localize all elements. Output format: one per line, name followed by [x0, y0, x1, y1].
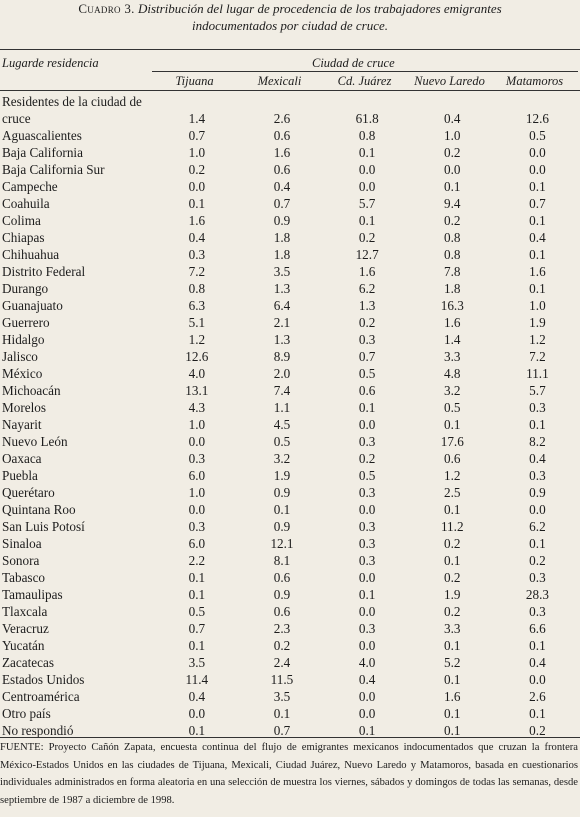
row-label: Zacatecas — [2, 655, 54, 670]
table-row — [0, 314, 580, 331]
table-cell: 0.3 — [358, 332, 376, 347]
table-cell: 6.0 — [188, 468, 206, 483]
table-cell: 0.2 — [358, 451, 376, 466]
bottom-rule — [0, 737, 580, 738]
table-cell: 1.4 — [444, 332, 461, 347]
table-cell: 0.7 — [188, 128, 206, 143]
table-cell: 0.0 — [188, 434, 206, 449]
table-cell: 1.2 — [444, 468, 461, 483]
table-cell: 6.2 — [529, 519, 546, 534]
table-cell: 4.3 — [188, 400, 206, 415]
table-cell: 5.7 — [358, 196, 376, 211]
table-cell: 12.6 — [185, 349, 209, 364]
table-cell: 1.0 — [444, 128, 461, 143]
table-cell: 0.3 — [188, 451, 206, 466]
column-header-matamoros: Matamoros — [505, 74, 564, 88]
row-label: Quintana Roo — [2, 502, 76, 517]
table-cell: 0.1 — [529, 536, 546, 551]
table-cell: 0.0 — [358, 502, 376, 517]
table-cell: 0.5 — [529, 128, 546, 143]
table-row — [0, 399, 580, 416]
table-row — [0, 178, 580, 195]
table-row — [0, 552, 580, 569]
table-cell: 5.1 — [188, 315, 206, 330]
row-label: Campeche — [2, 179, 58, 194]
table-cell: 0.3 — [358, 434, 376, 449]
table-cell: 0.0 — [358, 706, 376, 721]
row-label: Hidalgo — [2, 332, 45, 347]
table-cell: 0.1 — [188, 196, 206, 211]
row-label: Yucatán — [2, 638, 45, 653]
table-cell: 0.6 — [273, 128, 291, 143]
table-row — [0, 280, 580, 297]
table-cell: 0.4 — [444, 111, 461, 126]
caption-title-line-2: indocumentados por ciudad de cruce. — [191, 18, 389, 33]
row-header: Lugarde residencia — [2, 56, 99, 70]
table-cell: 16.3 — [440, 298, 464, 313]
table-cell: 2.3 — [273, 621, 291, 636]
table-cell: 6.3 — [188, 298, 206, 313]
table-cell: 9.4 — [444, 196, 461, 211]
table-cell: 1.2 — [188, 332, 206, 347]
table-cell: 0.1 — [273, 706, 291, 721]
table-cell: 0.2 — [444, 213, 461, 228]
table-cell: 12.6 — [525, 111, 549, 126]
table-cell: 2.2 — [188, 553, 206, 568]
table-cell: 17.6 — [440, 434, 464, 449]
table-cell: 3.2 — [444, 383, 461, 398]
row-label: Chihuahua — [2, 247, 60, 262]
table-cell: 0.0 — [358, 162, 376, 177]
table-row — [0, 297, 580, 314]
table-row — [0, 161, 580, 178]
table-row — [0, 348, 580, 365]
table-cell: 6.2 — [358, 281, 376, 296]
table-cell: 0.1 — [444, 723, 461, 738]
table-cell: 0.8 — [358, 128, 376, 143]
table-cell: 1.0 — [188, 485, 206, 500]
table-cell: 0.3 — [358, 553, 376, 568]
table-cell: 0.1 — [529, 213, 546, 228]
table-cell: 0.7 — [188, 621, 206, 636]
table-row — [0, 212, 580, 229]
table-cell: 0.1 — [529, 179, 546, 194]
table-cell: 1.0 — [529, 298, 546, 313]
table-cell: 0.4 — [273, 179, 291, 194]
table-cell: 0.5 — [358, 366, 376, 381]
table-cell: 0.0 — [444, 162, 461, 177]
table-cell: 1.8 — [273, 247, 291, 262]
table-body — [0, 93, 580, 739]
table-cell: 0.3 — [529, 570, 546, 585]
table-cell: 6.0 — [188, 536, 206, 551]
table-cell: 0.1 — [529, 281, 546, 296]
table-cell: 0.0 — [358, 638, 376, 653]
table-cell: 0.3 — [358, 536, 376, 551]
table-cell: 11.1 — [526, 366, 549, 381]
row-label: Otro país — [2, 706, 51, 721]
table-cell: 0.0 — [358, 417, 376, 432]
table-cell: 0.1 — [444, 179, 461, 194]
row-label: Tlaxcala — [2, 604, 48, 619]
table-cell: 0.0 — [529, 145, 546, 160]
table-row — [0, 263, 580, 280]
table-row — [0, 416, 580, 433]
table-cell: 0.5 — [444, 400, 461, 415]
row-label: Morelos — [2, 400, 46, 415]
table-cell: 8.9 — [273, 349, 291, 364]
table-cell: 0.2 — [444, 536, 461, 551]
table-cell: 0.9 — [273, 485, 291, 500]
table-cell: 0.2 — [444, 145, 461, 160]
table-cell: 1.1 — [273, 400, 291, 415]
table-cell: 5.2 — [444, 655, 461, 670]
table-cell: 28.3 — [525, 587, 549, 602]
table-cell: 0.1 — [529, 706, 546, 721]
table-cell: 0.1 — [444, 638, 461, 653]
table-cell: 1.9 — [273, 468, 291, 483]
row-label: Distrito Federal — [2, 264, 86, 279]
table-row — [0, 603, 580, 620]
table-cell: 0.3 — [529, 400, 546, 415]
table-cell: 1.8 — [444, 281, 461, 296]
header-rule — [0, 90, 580, 91]
table-row — [0, 93, 580, 127]
table-cell: 1.3 — [273, 281, 291, 296]
table-row — [0, 569, 580, 586]
column-header-mexicali: Mexicali — [257, 74, 302, 88]
column-header-tijuana: Tijuana — [175, 74, 214, 88]
row-label: Centroamérica — [2, 689, 80, 704]
row-label: Veracruz — [2, 621, 49, 636]
table-cell: 0.5 — [273, 434, 291, 449]
table-cell: 3.5 — [273, 689, 291, 704]
table-cell: 3.5 — [188, 655, 206, 670]
row-label: Guanajuato — [2, 298, 63, 313]
table-cell: 2.1 — [273, 315, 291, 330]
table-cell: 0.0 — [358, 179, 376, 194]
table-cell: 3.5 — [273, 264, 291, 279]
table-cell: 0.1 — [188, 638, 206, 653]
table-cell: 8.2 — [529, 434, 546, 449]
table-cell: 0.0 — [529, 672, 546, 687]
table-row — [0, 654, 580, 671]
table-cell: 13.1 — [185, 383, 209, 398]
table-row — [0, 144, 580, 161]
table-cell: 0.4 — [188, 689, 206, 704]
table-row — [0, 127, 580, 144]
row-label: Residentes de la ciudad de cruce — [2, 94, 142, 126]
row-label: Guerrero — [2, 315, 50, 330]
table-row — [0, 382, 580, 399]
table-cell: 4.5 — [273, 417, 291, 432]
table-cell: 0.1 — [188, 570, 206, 585]
row-label: Estados Unidos — [2, 672, 85, 687]
table-cell: 0.5 — [358, 468, 376, 483]
column-header-cd-juarez: Cd. Juárez — [337, 74, 392, 88]
table-cell: 0.2 — [358, 315, 376, 330]
table-cell: 0.0 — [358, 604, 376, 619]
table-cell: 5.7 — [529, 383, 546, 398]
row-label: Jalisco — [2, 349, 38, 364]
footnote: FUENTE: Proyecto Cañón Zapata, encuesta continua del flujo de emigrantes mexicanos indocumentados que cruzan la frontera México-Estados Unidos en las ciudades de Tijuana, Mexicali, Ciudad Juárez, Nuevo Laredo y Matamoros, basada en cuestionarios individuales administrados en forma aleatoria en una selección de muestra los viernes, sábados y domingos de todas las semanas, desde septiembre de 1987 a diciembre de 1998. — [0, 742, 578, 806]
table-cell: 0.7 — [529, 196, 546, 211]
table-cell: 0.6 — [273, 162, 291, 177]
table-row — [0, 518, 580, 535]
row-label: Oaxaca — [2, 451, 42, 466]
row-label: Aguascalientes — [2, 128, 82, 143]
table-cell: 11.4 — [185, 672, 209, 687]
table-cell: 3.3 — [444, 349, 461, 364]
table-cell: 0.9 — [273, 519, 291, 534]
table-row — [0, 620, 580, 637]
table-cell: 0.1 — [444, 417, 461, 432]
table-cell: 0.2 — [188, 162, 206, 177]
table-row — [0, 535, 580, 552]
table-cell: 0.9 — [529, 485, 546, 500]
table-cell: 61.8 — [355, 111, 379, 126]
table-cell: 12.1 — [270, 536, 294, 551]
table-cell: 3.2 — [273, 451, 291, 466]
table-cell: 0.0 — [358, 570, 376, 585]
table-cell: 4.0 — [358, 655, 376, 670]
table-cell: 4.0 — [188, 366, 206, 381]
caption-title-line-1: Distribución del lugar de procedencia de los trabajadores emigrantes — [137, 1, 502, 16]
row-label: Michoacán — [2, 383, 61, 398]
table-cell: 7.2 — [529, 349, 546, 364]
table-cell: 1.9 — [444, 587, 461, 602]
table-cell: 1.6 — [273, 145, 291, 160]
table-cell: 0.1 — [358, 213, 376, 228]
table-cell: 0.3 — [358, 485, 376, 500]
table-cell: 1.3 — [358, 298, 376, 313]
table-row — [0, 688, 580, 705]
table-cell: 0.4 — [188, 230, 206, 245]
row-label: Durango — [2, 281, 49, 296]
table-cell: 11.2 — [440, 519, 464, 534]
table-cell: 1.0 — [188, 417, 206, 432]
table-cell: 0.9 — [273, 587, 291, 602]
row-label: Sinaloa — [2, 536, 42, 551]
table-cell: 0.6 — [444, 451, 461, 466]
row-label: Tabasco — [2, 570, 46, 585]
table-row — [0, 637, 580, 654]
table-cell: 0.2 — [358, 230, 376, 245]
row-label: Nuevo León — [2, 434, 68, 449]
table-cell: 0.7 — [273, 723, 291, 738]
table-cell: 0.9 — [273, 213, 291, 228]
row-label: Chiapas — [2, 230, 45, 245]
table-cell: 0.0 — [358, 689, 376, 704]
table-cell: 0.6 — [273, 570, 291, 585]
row-label: Baja California — [2, 145, 83, 160]
table-cell: 0.8 — [188, 281, 206, 296]
table-cell: 0.8 — [444, 247, 461, 262]
table-cell: 1.9 — [529, 315, 546, 330]
table-cell: 0.4 — [358, 672, 376, 687]
group-header: Ciudad de cruce — [312, 56, 395, 70]
table-cell: 0.1 — [444, 672, 461, 687]
table-cell: 7.2 — [188, 264, 206, 279]
table-cell: 0.3 — [358, 621, 376, 636]
table-cell: 1.3 — [273, 332, 291, 347]
row-label: Baja California Sur — [2, 162, 105, 177]
table-cell: 2.6 — [529, 689, 546, 704]
table-cell: 0.0 — [188, 179, 206, 194]
table-row — [0, 484, 580, 501]
table-cell: 0.1 — [529, 247, 546, 262]
table-cell: 7.4 — [273, 383, 291, 398]
table-cell: 0.5 — [188, 604, 206, 619]
caption-line-1 — [0, 0, 580, 17]
table-cell: 0.2 — [529, 723, 546, 738]
table-row — [0, 195, 580, 212]
group-rule — [152, 71, 578, 72]
row-label: México — [2, 366, 43, 381]
table-cell: 12.7 — [355, 247, 379, 262]
table-cell: 0.1 — [358, 145, 376, 160]
table-cell: 0.0 — [188, 706, 206, 721]
table-cell: 0.4 — [529, 655, 546, 670]
table-cell: 0.1 — [273, 502, 291, 517]
table-row — [0, 246, 580, 263]
table-cell: 0.1 — [444, 706, 461, 721]
column-header-nuevo-laredo: Nuevo Laredo — [414, 74, 485, 88]
table-row — [0, 450, 580, 467]
table-cell: 2.5 — [444, 485, 461, 500]
table-cell: 1.6 — [188, 213, 206, 228]
table-cell: 0.0 — [529, 502, 546, 517]
table-cell: 0.3 — [188, 247, 206, 262]
table-row — [0, 229, 580, 246]
table-cell: 8.1 — [273, 553, 291, 568]
table-cell: 0.1 — [358, 400, 376, 415]
data-table — [0, 93, 580, 739]
table-cell: 0.3 — [188, 519, 206, 534]
table-cell: 0.1 — [188, 587, 206, 602]
table-cell: 0.3 — [529, 604, 546, 619]
table-cell: 7.8 — [444, 264, 461, 279]
table-cell: 0.4 — [529, 230, 546, 245]
table-cell: 1.6 — [444, 315, 461, 330]
table-cell: 6.6 — [529, 621, 546, 636]
table-cell: 0.0 — [529, 162, 546, 177]
table-cell: 1.6 — [529, 264, 546, 279]
table-cell: 1.2 — [529, 332, 546, 347]
table-cell: 0.1 — [358, 723, 376, 738]
table-cell: 0.2 — [273, 638, 291, 653]
table-row — [0, 467, 580, 484]
table-cell: 2.0 — [273, 366, 291, 381]
table-cell: 11.5 — [270, 672, 294, 687]
table-caption — [0, 0, 580, 34]
table-cell: 0.1 — [444, 553, 461, 568]
table-cell: 0.2 — [529, 553, 546, 568]
table-cell: 0.7 — [358, 349, 376, 364]
top-rule — [0, 49, 580, 50]
table-cell: 3.3 — [444, 621, 461, 636]
table-cell: 0.2 — [444, 604, 461, 619]
table-row — [0, 705, 580, 722]
table-cell: 0.3 — [529, 468, 546, 483]
table-cell: 0.1 — [188, 723, 206, 738]
table-cell: 0.3 — [358, 519, 376, 534]
row-label: Colima — [2, 213, 41, 228]
table-row — [0, 365, 580, 382]
row-label: Coahuila — [2, 196, 50, 211]
table-cell: 1.6 — [444, 689, 461, 704]
table-cell: 0.1 — [358, 587, 376, 602]
table-row — [0, 433, 580, 450]
table-cell: 0.4 — [529, 451, 546, 466]
table-cell: 1.6 — [358, 264, 376, 279]
table-cell: 1.4 — [188, 111, 206, 126]
table-cell: 0.6 — [273, 604, 291, 619]
table-cell: 0.1 — [529, 638, 546, 653]
table-cell: 4.8 — [444, 366, 461, 381]
table-cell: 1.0 — [188, 145, 206, 160]
row-label: No respondió — [2, 723, 74, 738]
row-label: San Luis Potosí — [2, 519, 85, 534]
row-label: Nayarit — [2, 417, 42, 432]
row-label: Tamaulipas — [2, 587, 63, 602]
table-cell: 6.4 — [273, 298, 291, 313]
table-cell: 2.4 — [273, 655, 291, 670]
table-row — [0, 671, 580, 688]
table-cell: 0.2 — [444, 570, 461, 585]
table-cell: 0.7 — [273, 196, 291, 211]
table-cell: 0.8 — [444, 230, 461, 245]
table-cell: 1.8 — [273, 230, 291, 245]
table-cell: 0.1 — [529, 417, 546, 432]
table-cell: 0.0 — [188, 502, 206, 517]
table-row — [0, 331, 580, 348]
row-label: Sonora — [2, 553, 40, 568]
table-cell: 2.6 — [273, 111, 291, 126]
caption-label: Cuadro 3. — [78, 1, 135, 16]
row-label: Querétaro — [2, 485, 55, 500]
table-cell: 0.1 — [444, 502, 461, 517]
row-label: Puebla — [2, 468, 38, 483]
table-cell: 0.6 — [358, 383, 376, 398]
table-row — [0, 501, 580, 518]
table-row — [0, 586, 580, 603]
